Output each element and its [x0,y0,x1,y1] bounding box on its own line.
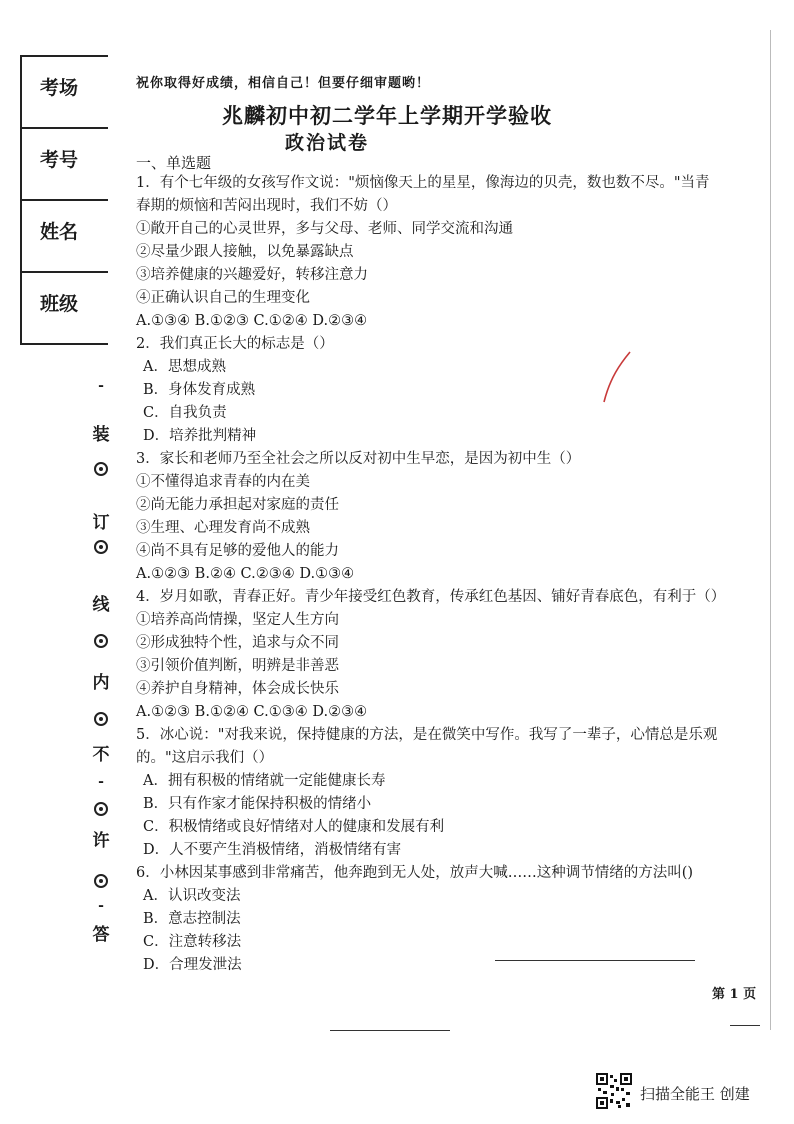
page-number: 第 1 页 [712,987,757,1002]
binding-char: 线 [92,595,110,615]
question-5-option: D．人不要产生消极情绪，消极情绪有害 [143,842,402,858]
scanner-watermark: 扫描全能王 创建 [640,1085,750,1103]
question-3-option: ③生理、心理发育尚不成熟 [136,520,310,536]
question-1-choices: A.①③④ B.①②③ C.①②④ D.②③④ [136,313,368,329]
exam-subtitle: 政治试卷 [285,132,370,154]
question-1-option: ④正确认识自己的生理变化 [136,290,310,306]
binding-char: 内 [92,673,110,693]
question-6-option: A．认识改变法 [143,888,241,904]
question-1-text: 春期的烦恼和苦闷出现时，我们不妨（） [136,198,397,214]
binding-dash: - [98,378,104,394]
question-5-text: 5．冰心说："对我来说，保持健康的方法，是在微笑中写作。我写了一辈子，心情总是乐观 [136,727,718,743]
binding-circle-icon [94,462,108,476]
binding-circle-icon [94,540,108,554]
question-5-option: B．只有作家才能保持积极的情绪小 [143,796,372,812]
question-2-option: D．培养批判精神 [143,428,257,444]
question-4-choices: A.①②③ B.①②④ C.①③④ D.②③④ [136,704,368,720]
qr-code-icon [596,1073,632,1109]
question-6-text: 6．小林因某事感到非常痛苦，他奔跑到无人处，放声大喊……这种调节情绪的方法叫() [136,865,694,881]
info-cell-class: 班级 [40,293,79,315]
info-cell-exam-room: 考场 [22,57,108,129]
page-edge-line [770,30,771,1030]
section-heading: 一、单选题 [136,154,212,172]
question-5-option: C．积极情绪或良好情绪对人的健康和发展有利 [143,819,445,835]
question-3-option: ②尚无能力承担起对家庭的责任 [136,497,339,513]
binding-circle-icon [94,712,108,726]
red-pen-mark-icon [600,350,634,406]
question-6-option: C．注意转移法 [143,934,242,950]
question-2-option: B．身体发育成熟 [143,382,256,398]
binding-char: 答 [92,925,110,945]
scan-noise-line [330,1030,450,1031]
question-4-text: 4．岁月如歌，青春正好。青少年接受红色教育，传承红色基因、铺好青春底色，有利于（） [136,589,726,605]
question-5-option: A．拥有积极的情绪就一定能健康长寿 [143,773,386,789]
binding-dash: - [98,774,104,790]
question-5-text: 的。"这启示我们（） [136,750,274,766]
question-4-option: ③引领价值判断，明辨是非善恶 [136,658,339,674]
scan-noise-line [495,960,695,961]
binding-circle-icon [94,874,108,888]
question-3-option: ④尚不具有足够的爱他人的能力 [136,543,339,559]
question-4-option: ①培养高尚情操，坚定人生方向 [136,612,339,628]
question-6-option: D．合理发泄法 [143,957,242,973]
info-cell-exam-number: 考号 [22,129,108,201]
student-info-table [20,55,108,345]
question-3-choices: A.①②③ B.②④ C.②③④ D.①③④ [136,566,355,582]
question-1-option: ③培养健康的兴趣爱好，转移注意力 [136,267,368,283]
binding-char: 装 [92,425,110,445]
question-3-text: 3．家长和老师乃至全社会之所以反对初中生早恋，是因为初中生（） [136,451,581,467]
binding-char: 不 [92,745,110,765]
question-1-text: 1．有个七年级的女孩写作文说："烦恼像天上的星星，像海边的贝壳，数也数不尽。"当青 [136,175,710,191]
scan-noise-line [730,1025,760,1026]
question-2-option: A．思想成熟 [143,359,226,375]
question-6-option: B．意志控制法 [143,911,241,927]
binding-char: 许 [92,831,110,851]
binding-char: 订 [92,513,110,533]
info-cell-name: 姓名 [22,201,108,273]
question-1-option: ②尽量少跟人接触，以免暴露缺点 [136,244,354,260]
question-4-option: ②形成独特个性，追求与众不同 [136,635,339,651]
binding-circle-icon [94,802,108,816]
binding-dash: - [98,898,104,914]
binding-circle-icon [94,634,108,648]
question-2-option: C．自我负责 [143,405,227,421]
exam-motto: 祝你取得好成绩，相信自己！但要仔细审题哟！ [136,76,431,91]
question-4-option: ④养护自身精神，体会成长快乐 [136,681,339,697]
question-2-text: 2．我们真正长大的标志是（） [136,336,334,352]
question-1-option: ①敞开自己的心灵世界，多与父母、老师、同学交流和沟通 [136,221,513,237]
exam-title: 兆麟初中初二学年上学期开学验收 [222,103,552,128]
question-3-option: ①不懂得追求青春的内在美 [136,474,310,490]
